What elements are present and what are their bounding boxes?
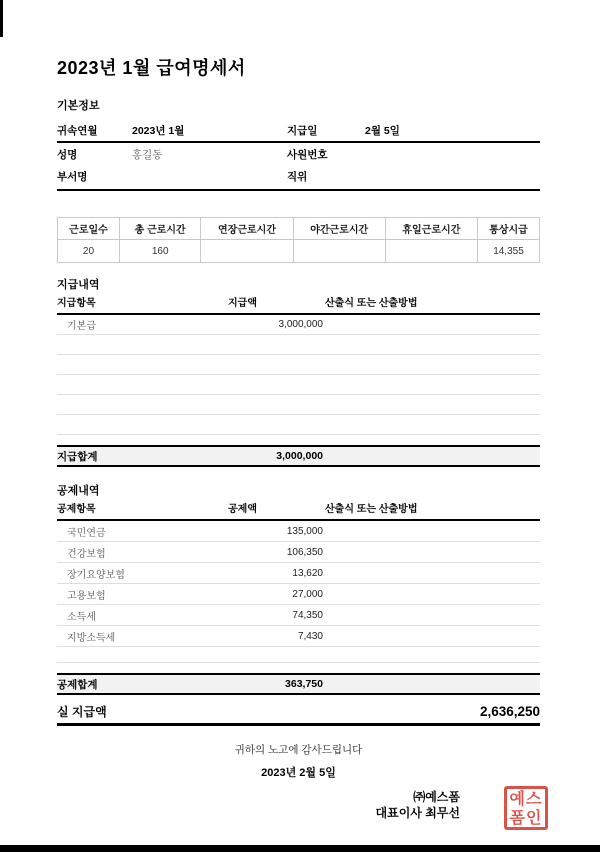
basic-info-heading: 기본정보 [57, 100, 100, 112]
table-row [57, 626, 540, 647]
info-label: 성명 [57, 148, 78, 161]
table-header-row [58, 218, 540, 240]
table-cell: 14,355 [477, 240, 539, 263]
total-label: 공제합계 [57, 678, 98, 691]
column-header: 산출식 또는 산출방법 [325, 298, 418, 309]
work-summary-table [57, 217, 540, 263]
table-cell [201, 240, 293, 263]
payments-header-row [57, 295, 540, 315]
column-header: 공제액 [228, 504, 257, 515]
stamp-text-line: 폼인 [509, 810, 543, 827]
column-header: 야간근로시간 [293, 218, 385, 240]
table-row [57, 584, 540, 605]
info-label: 사원번호 [287, 148, 328, 161]
column-header: 연장근로시간 [201, 218, 293, 240]
info-label: 직위 [287, 170, 308, 183]
empty-row [57, 355, 540, 375]
stamp-text-line: 예스 [509, 791, 543, 808]
total-amount: 363,750 [285, 678, 323, 690]
payments-total-row [57, 445, 540, 467]
payslip-content [57, 50, 543, 849]
payments-heading: 지급내역 [57, 279, 100, 291]
table-cell: 160 [119, 240, 200, 263]
deduction-item: 지방소득세 [67, 632, 116, 644]
net-pay-amount: 2,636,250 [479, 704, 540, 719]
thanks-message: 귀하의 노고에 감사드립니다 [234, 744, 363, 756]
table-row [57, 521, 540, 542]
deduction-item: 국민연금 [67, 527, 106, 539]
info-label: 부서명 [57, 170, 88, 183]
table-cell [293, 240, 385, 263]
deduction-item: 고용보험 [67, 590, 106, 602]
empty-row [57, 395, 540, 415]
column-header: 산출식 또는 산출방법 [325, 504, 418, 515]
empty-row [57, 375, 540, 395]
column-header: 통상시급 [477, 218, 539, 240]
empty-row [57, 335, 540, 355]
deductions-total-row [57, 673, 540, 695]
column-header: 총 근로시간 [119, 218, 200, 240]
info-label: 귀속연월 [57, 124, 98, 137]
empty-row [57, 415, 540, 435]
table-row [57, 542, 540, 563]
table-row [57, 143, 540, 165]
payment-amount: 3,000,000 [278, 319, 323, 330]
deduction-amount: 13,620 [292, 567, 323, 579]
deduction-item: 건강보험 [67, 548, 106, 560]
info-label: 지급일 [287, 124, 318, 137]
table-cell [385, 240, 477, 263]
spacer [57, 663, 540, 673]
payment-date: 2023년 2월 5일 [261, 767, 336, 779]
page-left-edge-mark [0, 0, 3, 37]
total-amount: 3,000,000 [276, 450, 323, 462]
spacer [57, 435, 540, 445]
page-title: 2023년 1월 급여명세서 [57, 58, 246, 78]
info-value: 2023년 1월 [132, 124, 185, 137]
ceo-name: 대표이사 최무선 [375, 806, 460, 820]
info-value: 홍길동 [132, 148, 163, 161]
deduction-amount: 135,000 [286, 525, 323, 537]
deduction-item: 장기요양보험 [67, 569, 125, 581]
deductions-heading: 공제내역 [57, 485, 100, 497]
column-header: 공제항목 [57, 504, 96, 515]
total-label: 지급합계 [57, 450, 98, 463]
column-header: 휴일근로시간 [385, 218, 477, 240]
net-pay-label: 실 지급액 [57, 705, 107, 719]
empty-row [57, 647, 540, 663]
table-row [57, 119, 540, 143]
deduction-amount: 27,000 [292, 588, 323, 600]
deduction-item: 소득세 [67, 611, 96, 623]
table-row [57, 563, 540, 584]
deductions-header-row [57, 501, 540, 521]
table-cell: 20 [58, 240, 120, 263]
company-seal-stamp [504, 786, 548, 830]
payment-item: 기본급 [67, 321, 96, 332]
net-pay-row [57, 700, 540, 726]
table-row [57, 605, 540, 626]
table-row [57, 165, 540, 187]
signature-block [57, 789, 543, 849]
info-value: 2월 5일 [365, 124, 400, 137]
deduction-amount: 106,350 [286, 546, 323, 558]
column-header: 지급항목 [57, 298, 96, 309]
table-row [57, 315, 540, 335]
company-name: ㈜예스폼 [413, 790, 460, 804]
column-header: 근로일수 [58, 218, 120, 240]
deduction-amount: 7,430 [297, 630, 323, 642]
basic-info-table [57, 119, 540, 191]
column-header: 지급액 [228, 298, 257, 309]
deduction-amount: 74,350 [292, 609, 323, 621]
table-row [58, 240, 540, 263]
